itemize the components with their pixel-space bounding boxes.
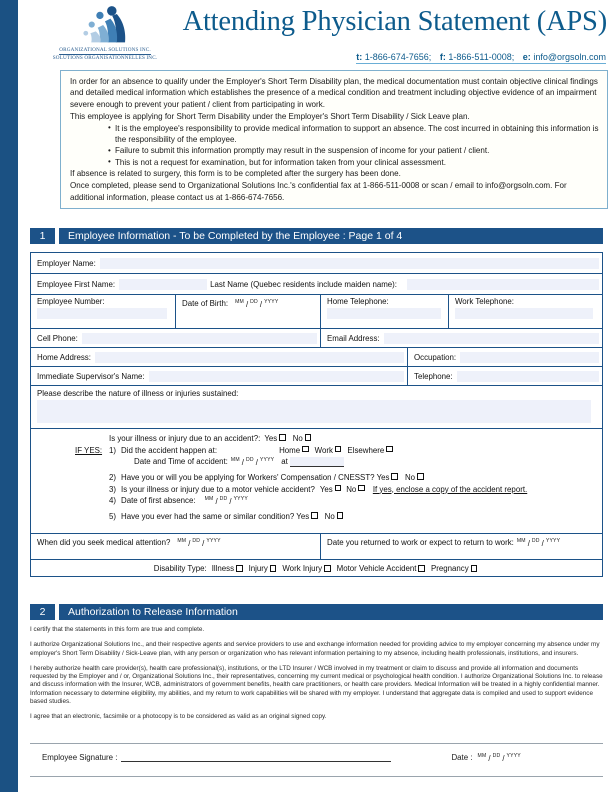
accident-elsewhere-label: Elsewhere [347,445,385,455]
signature-year [507,753,521,759]
employer-name-label: Employer Name: [37,258,96,268]
employee-number-cell [31,295,176,328]
accident-day [246,457,254,463]
accident-yes-label: Yes [264,434,278,443]
date-of-birth-field [234,299,279,310]
employee-information-table [30,252,603,577]
medical-attention-year [206,538,220,544]
employee-number-row [31,295,602,329]
employer-name-row [31,253,602,274]
fax-label: f: [439,52,446,62]
accident-q1-number: 1) [109,445,117,455]
return-to-work-label: Date you returned to work or expect to return to work: [327,538,514,547]
signature-day [493,753,501,759]
medical-attention-cell [31,534,321,559]
employee-name-row [31,274,602,295]
home-address-input[interactable] [95,352,404,363]
similar-condition-label: Have you ever had the same or similar condition? Yes [121,512,310,521]
accident-q4-line [31,496,602,507]
accident-work-label: Work [314,445,333,455]
date-slash: / [502,754,505,763]
email-address-label: Email Address: [327,333,380,343]
return-to-work-day-caption: DD [531,538,540,544]
accident-yes-checkbox[interactable] [279,434,286,441]
company-logo [30,4,180,62]
medical-attention-year-caption: YYYY [206,538,221,544]
accident-q5-line [31,512,602,523]
accident-q4-number: 4) [109,496,117,505]
company-logo-text [30,47,180,62]
disability-work-injury-checkbox[interactable] [324,565,331,572]
employee-signature-input[interactable] [121,753,391,762]
date-slash: / [259,300,263,309]
intro-paragraph-4: Once completed, please send to Organizational Solutions Inc.'s confidential fax at 1-866-511-0008 or scan / email to info@orgsoln.com. For additional information, please contact us at 1-866-674-7656. [70,181,567,202]
accident-work-checkbox[interactable] [335,446,342,453]
employee-number-input[interactable] [37,308,167,319]
authorization-paragraph-3: I hereby authorize health care provider(s), health care professional(s), institutions, or the LTD Insurer / WCB involved in my treatment or claim to discuss and provide all information and documents requested by the Employer and / or, Organizational Solutions Inc., their representatives, concerning my current medical or psychological health condition. I authorize Organizational Solutions Inc. to release and discuss information with the Insurer, WCB, administrators of government benefits, health care practitioners, or health care providers. Medical Information will be treated in a highly confidential manner. Information necessary to determine eligibility, my abilities, and my return to work capabilities will be shared with my employer. I understand that aggregate data is compiled and used to support evidence based studies. [30,664,603,706]
nature-of-illness-cell [31,386,602,428]
accident-no-label: No [292,434,303,443]
signature-date-field [477,753,522,764]
similar-condition-no-checkbox[interactable] [337,512,344,519]
first-absence-year [234,496,248,502]
dates-row [31,534,602,560]
occupation-cell [408,348,602,366]
mva-yes-checkbox[interactable] [335,485,342,492]
page-content [18,0,613,792]
date-slash: / [202,539,205,548]
return-to-work-year [546,538,560,544]
signature-month-caption: MM [477,753,487,759]
phone-label: t: [356,52,363,62]
email-address-cell [321,329,602,347]
org-solutions-logo-icon [73,4,137,46]
accident-report-note: If yes, enclose a copy of the accident report. [372,484,528,494]
first-absence-month-caption: MM [204,496,214,502]
employer-name-input[interactable] [100,258,599,269]
signature-month [478,753,487,759]
mva-no-label: No [346,484,357,494]
section-2-title: Authorization to Release Information [59,604,603,620]
authorization-paragraph-2: I authorize Organizational Solutions Inc., and their respective agents and service providers to use and exchange information needed for providing advice to my employer concerning my absence under my employer's Short Term Disability / Sick-Leave plan, with any person or organization who has relevant information pertaining to my absence, including health professionals, institutions, and insurers. [30,641,600,657]
medical-attention-label: When did you seek medical attention? [37,538,171,547]
accident-q3-number: 3) [109,484,117,494]
return-to-work-cell [321,534,602,559]
signature-year-caption: YYYY [506,753,521,759]
occupation-label: Occupation: [414,352,457,362]
date-slash: / [527,539,530,548]
medical-attention-day-caption: DD [192,538,201,544]
intro-bullet: • This is not a request for examination, but for information taken from your clinical assessment. [108,157,600,168]
date-slash: / [215,497,218,506]
signature-row [30,744,603,764]
accident-q2-line [31,473,602,484]
first-absence-day-caption: DD [219,496,228,502]
accident-questions-cell [31,429,602,533]
accident-elsewhere-checkbox[interactable] [386,446,393,453]
accident-month [231,457,240,463]
work-telephone-cell [449,295,602,328]
mva-no-checkbox[interactable] [358,485,365,492]
accident-q3-label: Is your illness or injury due to a motor vehicle accident? [121,484,315,494]
cell-phone-input[interactable] [82,333,317,344]
wcb-yes-checkbox[interactable] [391,473,398,480]
authorization-paragraph-1: I certify that the statements in this form are true and complete. [30,626,205,633]
nature-of-illness-row [31,386,602,429]
last-name-label: Last Name (Quebec residents include maiden name): [210,279,397,289]
date-slash: / [188,539,191,548]
home-telephone-label: Home Telephone: [327,297,389,306]
accident-year-caption: YYYY [259,457,275,463]
medical-attention-day [192,538,200,544]
accident-q2-label: Have you or will you be applying for Workers' Compensation / CNESST? Yes [121,473,390,482]
accident-q1-label: Did the accident happen at: [121,445,218,455]
disability-illness-checkbox[interactable] [236,565,243,572]
home-telephone-input[interactable] [327,308,441,319]
accident-q5-number: 5) [109,512,117,521]
email-label: e: [522,52,531,62]
date-of-birth-cell [176,295,321,328]
intro-paragraph-1: In order for an absence to qualify under the Employer's Short Term Disability plan, the medical documentation must contain objective clinical findings and detailed medical information which establishes the presence of a medical condition and treatment including objective evidence of an impairment severe enough to prevent your patient / client from participating in work. [70,77,598,109]
section-1-number: 1 [30,228,55,244]
signature-box [30,743,603,777]
return-to-work-month [517,538,526,544]
section-1-header [30,228,603,244]
disability-pregnancy-label: Pregnancy [430,564,469,573]
dob-month [235,299,244,305]
nature-of-illness-textarea[interactable] [37,400,591,423]
accident-datetime-label: Date and Time of accident: [134,457,228,466]
disability-mva-label: Motor Vehicle Accident [336,564,417,573]
supervisor-telephone-input[interactable] [457,371,599,382]
disability-illness-label: Illness [211,564,235,573]
date-slash: / [255,458,258,467]
disability-type-cell [31,560,602,577]
email-address: info@orgsoln.com [533,52,606,62]
contact-info [356,52,606,64]
date-slash: / [541,539,544,548]
accident-home-checkbox[interactable] [302,446,309,453]
work-telephone-label: Work Telephone: [455,297,514,306]
return-to-work-day [532,538,540,544]
return-to-work-date-field [516,538,561,549]
accident-questions-row [31,429,602,534]
left-blue-band [0,0,18,792]
supervisor-name-input[interactable] [149,371,404,382]
dob-day [250,299,258,305]
accident-question-main [31,434,602,445]
home-address-label: Home Address: [37,352,91,362]
disability-type-options [154,561,479,576]
signature-day-caption: DD [492,753,501,759]
accident-time-at-label: at [281,457,288,466]
signature-date-label: Date : [451,753,473,762]
first-absence-date-field [204,496,249,507]
intro-paragraph-3: If absence is related to surgery, this form is to be completed after the surgery has been done. [70,169,401,179]
date-slash: / [488,754,491,763]
supervisor-telephone-label: Telephone: [414,371,453,381]
if-yes-label: IF YES: [75,445,103,455]
accident-month-caption: MM [230,457,240,463]
supervisor-name-cell [31,367,408,385]
disability-pregnancy-checkbox[interactable] [471,565,478,572]
logo-line-1: ORGANIZATIONAL SOLUTIONS INC. [59,47,151,53]
similar-condition-yes-checkbox[interactable] [311,512,318,519]
wcb-no-checkbox[interactable] [417,473,424,480]
employee-first-name-cell [31,274,401,294]
intro-paragraph-2: This employee is applying for Short Term Disability under the Employer's Short Term Disability / Sick Leave plan. [70,111,470,121]
intro-bullet-list [70,123,600,169]
employer-name-cell [31,253,602,273]
cell-phone-label: Cell Phone: [37,333,78,343]
disability-mva-checkbox[interactable] [418,565,425,572]
return-to-work-year-caption: YYYY [545,538,561,544]
address-row [31,348,602,367]
document-header [18,0,613,70]
supervisor-name-label: Immediate Supervisor's Name: [37,371,145,381]
accident-time-input[interactable] [290,457,344,467]
cell-phone-cell [31,329,321,347]
section-2-number: 2 [30,604,55,620]
instructions-box [60,70,608,209]
employee-last-name-cell [401,274,602,294]
home-telephone-cell [321,295,449,328]
medical-attention-month-caption: MM [177,538,187,544]
medical-attention-date-field [176,538,221,549]
disability-work-injury-label: Work Injury [282,564,323,573]
employee-number-label: Employee Number: [37,297,105,306]
disability-injury-checkbox[interactable] [270,565,277,572]
contact-row [31,329,602,348]
accident-question-label: Is your illness or injury due to an accident?: [109,434,261,443]
medical-attention-month [177,538,186,544]
date-slash: / [229,497,232,506]
authorization-text [30,626,603,729]
employee-signature-label: Employee Signature : [42,753,118,762]
accident-datetime-line [31,457,602,468]
supervisor-row [31,367,602,386]
dob-day-caption: DD [250,299,258,305]
similar-condition-no-label: No [324,512,335,521]
employee-last-name-input[interactable] [407,279,599,290]
date-slash: / [241,458,244,467]
accident-q1-line [31,446,602,457]
first-absence-label: Date of first absence: [121,496,196,505]
accident-q2-number: 2) [109,473,117,482]
accident-no-checkbox[interactable] [305,434,312,441]
mva-yes-label: Yes [319,484,333,494]
first-absence-year-caption: YYYY [233,496,248,502]
nature-of-illness-label: Please describe the nature of illness or injuries sustained: [37,389,239,398]
wcb-no-label: No [404,473,416,482]
dob-year [264,299,278,305]
home-address-cell [31,348,408,366]
employee-first-name-label: Employee First Name: [37,279,116,289]
supervisor-telephone-cell [408,367,602,385]
logo-line-2: SOLUTIONS ORGANISATIONNELLES INC. [52,54,158,61]
disability-type-row [31,560,602,576]
work-telephone-input[interactable] [455,308,593,319]
page-title: Attending Physician Statement (APS) [182,6,607,37]
intro-bullet: • It is the employee's responsibility to provide medical information to support an absence. The cost incurred in obtaining this information is the responsibility of the employee. [108,123,600,146]
accident-home-label: Home [279,445,301,455]
email-address-input[interactable] [384,333,599,344]
disability-injury-label: Injury [248,564,268,573]
accident-q3-line [31,485,602,496]
date-of-birth-label: Date of Birth: [182,299,229,308]
dob-month-caption: MM [235,299,244,305]
accident-day-caption: DD [245,457,254,463]
phone-number: 1-866-674-7656; [364,52,432,62]
section-1-title: Employee Information - To be Completed by the Employee : Page 1 of 4 [59,228,603,244]
fax-number: 1-866-511-0008; [448,52,515,62]
authorization-paragraph-4: I agree that an electronic, facsimile or a photocopy is to be considered as valid as an original signed copy. [30,713,327,721]
date-slash: / [245,300,249,309]
occupation-input[interactable] [460,352,599,363]
first-absence-day [220,496,228,502]
disability-type-label: Disability Type: [153,564,207,573]
first-absence-month [205,496,214,502]
return-to-work-month-caption: MM [516,538,526,544]
employee-first-name-input[interactable] [119,279,207,290]
intro-bullet: • Failure to submit this information promptly may result in the suspension of income for your patient / client. [108,145,600,156]
dob-year-caption: YYYY [264,299,279,305]
section-2-header [30,604,603,620]
accident-year [260,457,274,463]
accident-date-field [230,457,275,468]
